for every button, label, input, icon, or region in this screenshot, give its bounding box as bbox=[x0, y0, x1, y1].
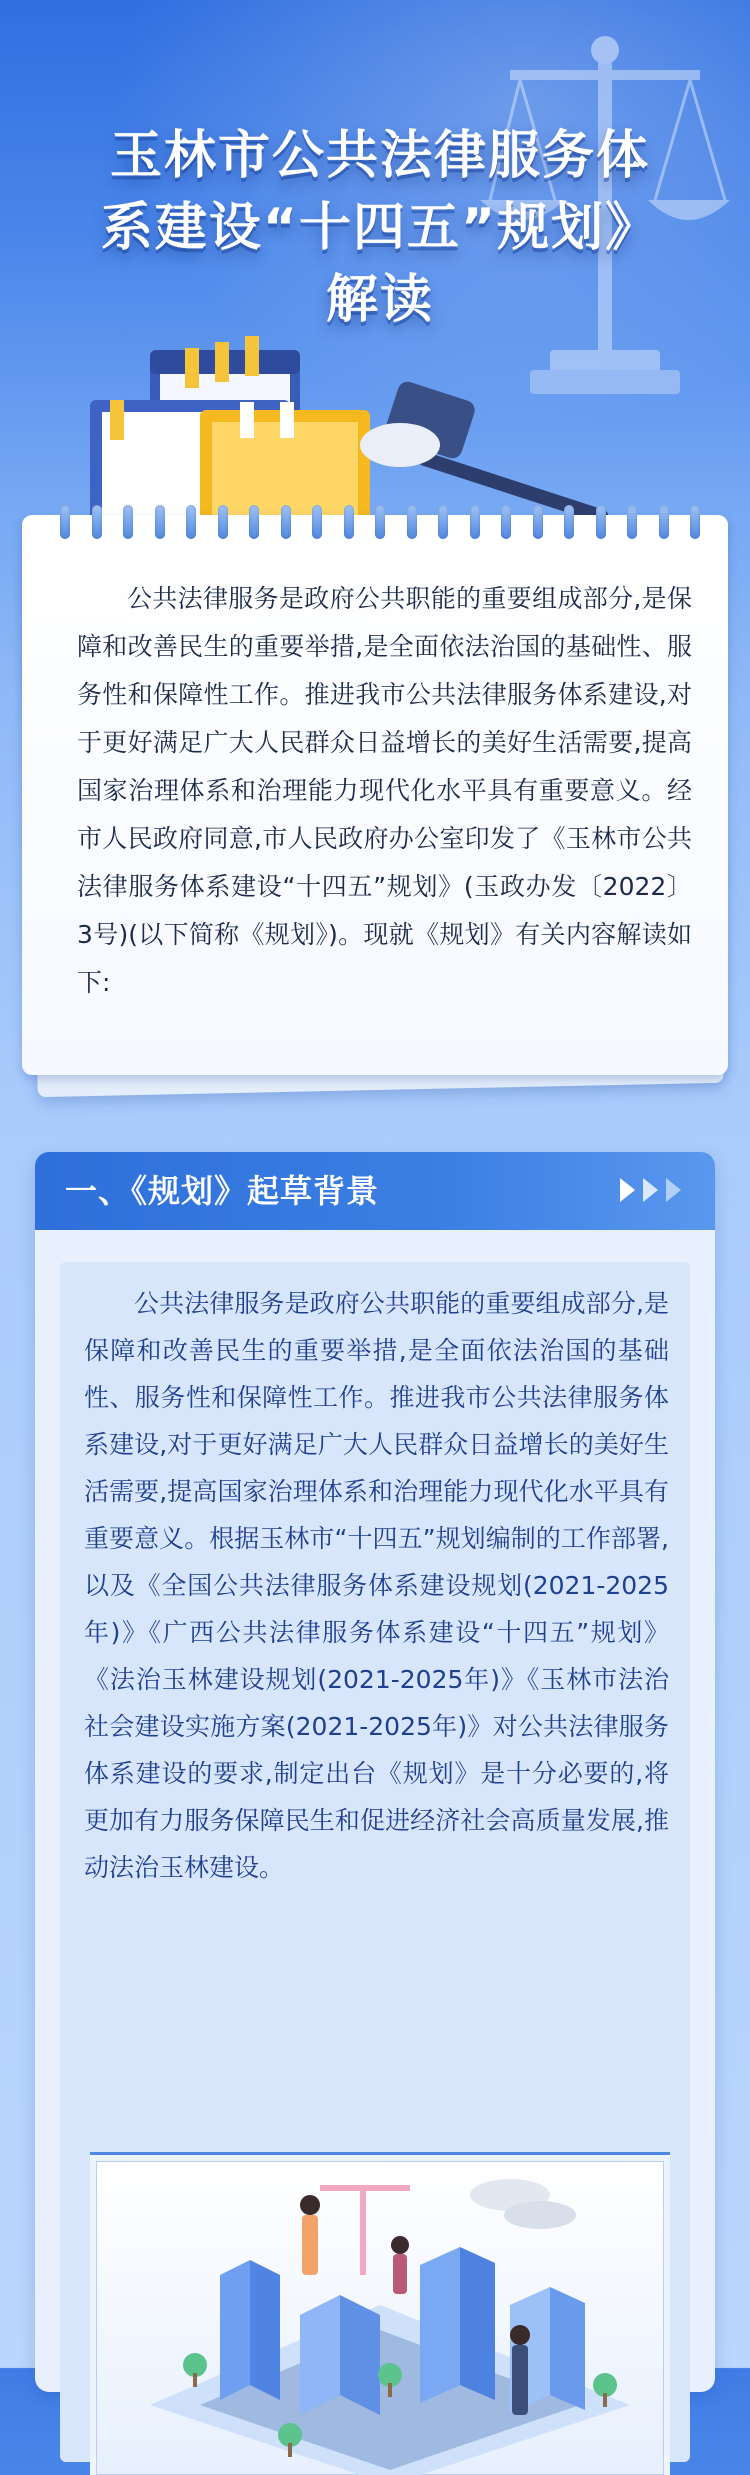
ring-icon bbox=[155, 505, 165, 539]
ring-icon bbox=[186, 505, 196, 539]
section-header bbox=[35, 1152, 715, 1230]
ring-icon bbox=[281, 505, 291, 539]
title-line-2: 系建设“十四五”规划》 bbox=[100, 198, 660, 258]
ring-icon bbox=[312, 505, 322, 539]
notepad-rings bbox=[60, 505, 700, 545]
ring-icon bbox=[627, 505, 637, 539]
ring-icon bbox=[596, 505, 606, 539]
section-body bbox=[60, 1262, 690, 2462]
ring-icon bbox=[344, 505, 354, 539]
city-law-illustration bbox=[90, 2152, 670, 2475]
intro-paragraph: 公共法律服务是政府公共职能的重要组成部分,是保障和改善民生的重要举措,是全面依法治国的基础性、服务性和保障性工作。推进我市公共法律服务体系建设,对于更好满足广大人民群众日益增长的美好生活需要,提高国家治理体系和治理能力现代化水平具有重要意义。经市人民政府同意,市人民政府办公室印发了《玉林市公共法律服务体系建设“十四五”规划》(玉政办发〔2022〕3号)(以下简称《规划》)。现就《规划》有关内容解读如下: bbox=[77, 584, 692, 997]
ring-icon bbox=[92, 505, 102, 539]
ring-icon bbox=[249, 505, 259, 539]
title-line-1: 玉林市公共法律服务体 bbox=[109, 126, 650, 186]
hero-banner bbox=[0, 0, 750, 520]
page-title bbox=[40, 120, 720, 336]
chevron-right-icon bbox=[643, 1178, 658, 1202]
ring-icon bbox=[407, 505, 417, 539]
ring-icon bbox=[690, 505, 700, 539]
ring-icon bbox=[564, 505, 574, 539]
intro-notepad bbox=[22, 505, 728, 1085]
chevron-right-icon bbox=[620, 1178, 635, 1202]
gavel-icon bbox=[360, 379, 610, 520]
triple-chevron-right-icon bbox=[620, 1178, 681, 1202]
notepad-sheet bbox=[22, 515, 728, 1075]
law-books-icon bbox=[90, 330, 650, 520]
ring-icon bbox=[438, 505, 448, 539]
ring-icon bbox=[533, 505, 543, 539]
ring-icon bbox=[375, 505, 385, 539]
section-paragraph: 公共法律服务是政府公共职能的重要组成部分,是保障和改善民生的重要举措,是全面依法治国的基础性、服务性和保障性工作。推进我市公共法律服务体系建设,对于更好满足广大人民群众日益增长的美好生活需要,提高国家治理体系和治理能力现代化水平具有重要意义。根据玉林市“十四五”规划编制的工作部署,以及《全国公共法律服务体系建设规划(2021-2025年)》《广西公共法律服务体系建设“十四五”规划》《法治玉林建设规划(2021-2025年)》《玉林市法治社会建设实施方案(2021-2025年)》对公共法律服务体系建设的要求,制定出台《规划》是十分必要的,将更加有力服务保障民生和促进经济社会高质量发展,推动法治玉林建设。 bbox=[84, 1289, 669, 1882]
ring-icon bbox=[501, 505, 511, 539]
section-background bbox=[35, 1152, 715, 2392]
isometric-city-icon bbox=[90, 2155, 670, 2475]
ring-icon bbox=[218, 505, 228, 539]
chevron-right-icon bbox=[666, 1178, 681, 1202]
ring-icon bbox=[123, 505, 133, 539]
section-title: 一、《规划》起草背景 bbox=[65, 1172, 380, 1210]
ring-icon bbox=[470, 505, 480, 539]
title-line-3: 解读 bbox=[325, 270, 434, 330]
ring-icon bbox=[659, 505, 669, 539]
ring-icon bbox=[60, 505, 70, 539]
